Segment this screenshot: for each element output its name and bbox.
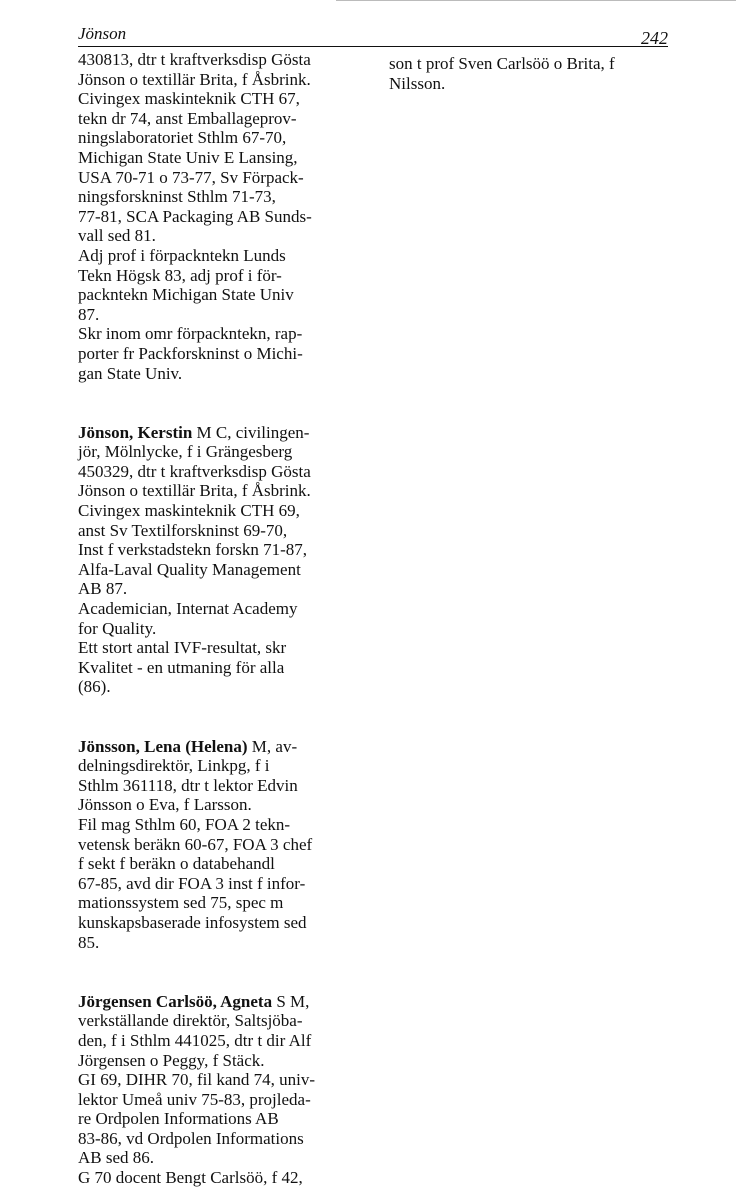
- entry-line: 77-81, SCA Packaging AB Sunds-: [78, 206, 312, 226]
- entry-line: Tekn Högsk 83, adj prof i för-: [78, 265, 282, 285]
- entry-line: 430813, dtr t kraftverksdisp Gösta: [78, 50, 311, 69]
- entry-line: kunskapsbaserade infosystem sed: [78, 912, 307, 932]
- entry-line: AB 87.: [78, 579, 128, 599]
- entry-line: AB sed 86.: [78, 1148, 155, 1168]
- entry-line: G 70 docent Bengt Carlsöö, f 42,: [78, 1168, 303, 1188]
- entry-line: 85.: [78, 932, 100, 952]
- header-rule: [78, 46, 668, 47]
- entry-line: for Quality.: [78, 618, 157, 638]
- entry-name: Jönsson, Lena (Helena): [78, 736, 248, 756]
- entry-line: vetensk beräkn 60-67, FOA 3 chef: [78, 834, 313, 854]
- entry-line: f sekt f beräkn o databehandl: [78, 854, 275, 874]
- entry-line: porter fr Packforskninst o Michi-: [78, 343, 303, 363]
- entry-line: Civingex maskinteknik CTH 67,: [78, 89, 300, 109]
- entry-line: 83-86, vd Ordpolen Informations: [78, 1128, 304, 1148]
- entry-line: mationssystem sed 75, spec m: [78, 893, 284, 913]
- entry-line: Nilsson.: [389, 73, 446, 93]
- entry-lena-jonsson: [78, 737, 378, 953]
- entry-line: USA 70-71 o 73-77, Sv Förpack-: [78, 167, 304, 187]
- entry-line: delningsdirektör, Linkpg, f i: [78, 756, 270, 776]
- entry-line: Jönson o textillär Brita, f Åsbrink.: [78, 481, 311, 501]
- entry-text: M, av-: [247, 736, 298, 756]
- entry-line: (86).: [78, 677, 111, 697]
- entry-first-line: [78, 737, 378, 757]
- entry-name: Jörgensen Carlsöö, Agneta: [78, 991, 273, 1011]
- entry-line: 67-85, avd dir FOA 3 inst f infor-: [78, 873, 306, 893]
- entry-text: S M,: [272, 991, 310, 1011]
- entry-line: 87.: [78, 304, 100, 324]
- running-head: Jönson: [78, 24, 127, 43]
- entry-line: Skr inom omr förpackntekn, rap-: [78, 324, 303, 344]
- entry-first-line: [78, 992, 378, 1012]
- entry-line: Sthlm 361118, dtr t lektor Edvin: [78, 775, 298, 795]
- entry-line: gan State Univ.: [78, 363, 183, 383]
- entry-first-line: [78, 423, 378, 443]
- entry-line: Michigan State Univ E Lansing,: [78, 147, 298, 167]
- entry-continued: [78, 50, 378, 383]
- entry-line: Inst f verkstadstekn forskn 71-87,: [78, 540, 307, 560]
- entry-line: son t prof Sven Carlsöö o Brita, f: [389, 54, 615, 73]
- entry-line: ningsforskninst Sthlm 71-73,: [78, 187, 276, 207]
- entry-agneta-jorgensen-carlsoo: [78, 992, 378, 1188]
- entry-line: ningslaboratoriet Sthlm 67-70,: [78, 128, 287, 148]
- entry-line: Jönson o textillär Brita, f Åsbrink.: [78, 69, 311, 89]
- entry-name: Jönson, Kerstin: [78, 422, 193, 442]
- entry-line: packntekn Michigan State Univ: [78, 285, 294, 305]
- entry-line: Jönsson o Eva, f Larsson.: [78, 795, 252, 815]
- entry-line: lektor Umeå univ 75-83, projleda-: [78, 1089, 311, 1109]
- entry-line: 450329, dtr t kraftverksdisp Gösta: [78, 461, 311, 481]
- entry-line: Ett stort antal IVF-resultat, skr: [78, 638, 287, 658]
- entry-line: jör, Mölnlycke, f i Grängesberg: [78, 442, 293, 462]
- page-header: [78, 24, 668, 48]
- entry-line: Kvalitet - en utmaning för alla: [78, 657, 285, 677]
- scan-edge-line: [336, 0, 736, 1]
- entry-line: Jörgensen o Peggy, f Stäck.: [78, 1050, 265, 1070]
- entry-line: Academician, Internat Academy: [78, 599, 298, 619]
- right-column: [389, 54, 679, 93]
- entry-line: anst Sv Textilforskninst 69-70,: [78, 520, 288, 540]
- entry-line: den, f i Sthlm 441025, dtr t dir Alf: [78, 1030, 312, 1050]
- entry-line: tekn dr 74, anst Emballageprov-: [78, 108, 297, 128]
- entry-line: Fil mag Sthlm 60, FOA 2 tekn-: [78, 814, 291, 834]
- entry-line: vall sed 81.: [78, 226, 156, 246]
- entry-kerstin-jonson: [78, 423, 378, 697]
- entry-line: Civingex maskinteknik CTH 69,: [78, 501, 300, 521]
- left-column: [78, 50, 378, 1188]
- entry-line: Alfa-Laval Quality Management: [78, 559, 301, 579]
- page-number: 242: [641, 28, 668, 48]
- entry-line: re Ordpolen Informations AB: [78, 1109, 279, 1129]
- entry-line: verkställande direktör, Saltsjöba-: [78, 1011, 303, 1031]
- entry-line: Adj prof i förpackntekn Lunds: [78, 245, 286, 265]
- entry-line: GI 69, DIHR 70, fil kand 74, univ-: [78, 1070, 316, 1090]
- entry-text: M C, civilingen-: [192, 422, 310, 442]
